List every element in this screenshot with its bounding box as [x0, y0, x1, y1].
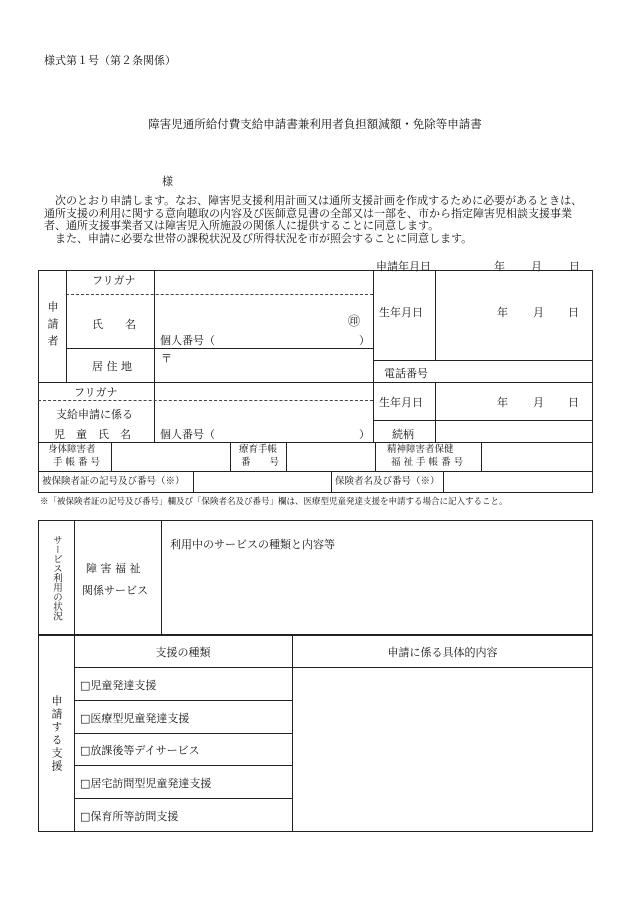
- service-content-label: 利用中のサービスの種類と内容等: [170, 538, 335, 551]
- application-date-year: 年: [494, 260, 505, 273]
- child-furigana-field[interactable]: [155, 383, 372, 399]
- applicant-furigana-label: フリガナ: [92, 274, 136, 287]
- child-my-number-open: 個人番号（: [160, 428, 215, 441]
- mental-handbook-label-2: 福 祉 手 帳 番 号: [391, 457, 464, 468]
- support-detail-field[interactable]: [294, 669, 592, 831]
- applicant-birth-field[interactable]: [436, 271, 592, 359]
- mental-handbook-label-1: 精神障害者保健: [387, 444, 454, 455]
- applicant-birth-year: 年: [497, 306, 508, 319]
- applicant-section-label: 申請者: [46, 300, 59, 352]
- applicant-name-label: 氏 名: [92, 318, 136, 331]
- applicant-my-number-close: ）: [359, 334, 370, 347]
- support-item-after-school-day-service[interactable]: □放課後等デイサービス: [80, 744, 200, 757]
- insurance-card-label: 被保険者証の記号及び番号（※）: [42, 476, 185, 487]
- insurance-card-field[interactable]: [194, 472, 330, 492]
- applicant-my-number-open: 個人番号（: [160, 334, 215, 347]
- physical-handbook-label-2: 手 帳 番 号: [53, 457, 101, 468]
- form-number: 様式第１号（第２条関係）: [44, 54, 176, 67]
- applicant-phone-label: 電話番号: [384, 367, 428, 380]
- applicant-address-label: 居 住 地: [92, 360, 132, 373]
- applicant-address-field[interactable]: [155, 349, 372, 381]
- insurance-note: ※「被保険者証の記号及び番号」欄及び「保険者名及び番号」欄は、医療型児童発達支援を申請する場合に記入すること。: [40, 497, 508, 507]
- intro-text: [44, 195, 590, 245]
- intro-paragraph-2: また、申請に必要な世帯の課税状況及び所得状況を市が照会することに同意します。: [44, 231, 473, 245]
- support-item-child-development[interactable]: □児童発達支援: [80, 679, 157, 692]
- rehab-handbook-label-2: 番 号: [241, 457, 280, 468]
- applicant-birth-label: 生年月日: [379, 306, 423, 319]
- child-birth-month: 月: [533, 396, 544, 409]
- rehab-handbook-label-1: 療育手帳: [239, 444, 278, 455]
- support-item-nursery-visit-support[interactable]: □保育所等訪問支援: [80, 810, 179, 823]
- support-section-label: 申請する支援: [50, 694, 63, 773]
- application-date-day: 日: [569, 260, 580, 273]
- child-birth-label: 生年月日: [379, 396, 423, 409]
- seal-mark: ㊞: [348, 314, 361, 328]
- child-relation-field[interactable]: [436, 421, 592, 441]
- child-furigana-label: フリガナ: [74, 386, 118, 399]
- mental-handbook-field[interactable]: [482, 443, 592, 470]
- service-category-2: 関係サービス: [82, 584, 148, 597]
- addressee-suffix: 様: [162, 175, 173, 188]
- support-item-home-visit-child-development[interactable]: □居宅訪問型児童発達支援: [80, 777, 212, 790]
- application-date-label: 申請年月日: [376, 260, 431, 273]
- applicant-birth-month: 月: [533, 306, 544, 319]
- support-detail-header: 申請に係る具体的内容: [387, 645, 498, 659]
- service-content-field[interactable]: [163, 554, 591, 633]
- child-name-label-1: 支給申請に係る: [56, 408, 133, 421]
- support-item-medical-child-development[interactable]: □医療型児童発達支援: [80, 712, 190, 725]
- applicant-birth-day: 日: [568, 306, 579, 319]
- postal-mark: 〒: [161, 352, 172, 365]
- service-category-1: 障 害 福 祉: [86, 562, 141, 575]
- child-my-number-close: ）: [359, 428, 370, 441]
- application-date-month: 月: [531, 260, 542, 273]
- child-birth-year: 年: [497, 396, 508, 409]
- intro-paragraph-1: 次のとおり申請します。なお、障害児支援利用計画又は通所支援計画を作成するために必要があるときは、通所支援の利用に関する意向聴取の内容及び医師意見書の全部又は一部を、市から指定障害児相談支援事業者、通所支援事業者又は障害児入所施設の関係人に提供することに同意します。: [44, 194, 583, 232]
- child-birth-field[interactable]: [436, 383, 592, 419]
- child-relation-label: 続柄: [392, 428, 414, 441]
- physical-handbook-field[interactable]: [112, 443, 229, 470]
- insurer-field[interactable]: [444, 472, 592, 492]
- child-birth-day: 日: [568, 396, 579, 409]
- insurer-label: 保険者名及び番号（※）: [335, 476, 440, 487]
- rehab-handbook-field[interactable]: [287, 443, 374, 470]
- applicant-phone-field[interactable]: [436, 364, 592, 381]
- physical-handbook-label-1: 身体障害者: [48, 444, 96, 455]
- support-type-header: 支援の種類: [155, 645, 211, 659]
- applicant-furigana-field[interactable]: [155, 271, 372, 293]
- child-name-label-2: 児 童 氏 名: [54, 428, 131, 441]
- page-title: 障害児通所給付費支給申請書兼利用者負担額減額・免除等申請書: [148, 117, 482, 131]
- service-status-label: サービス利用の状況: [51, 534, 62, 621]
